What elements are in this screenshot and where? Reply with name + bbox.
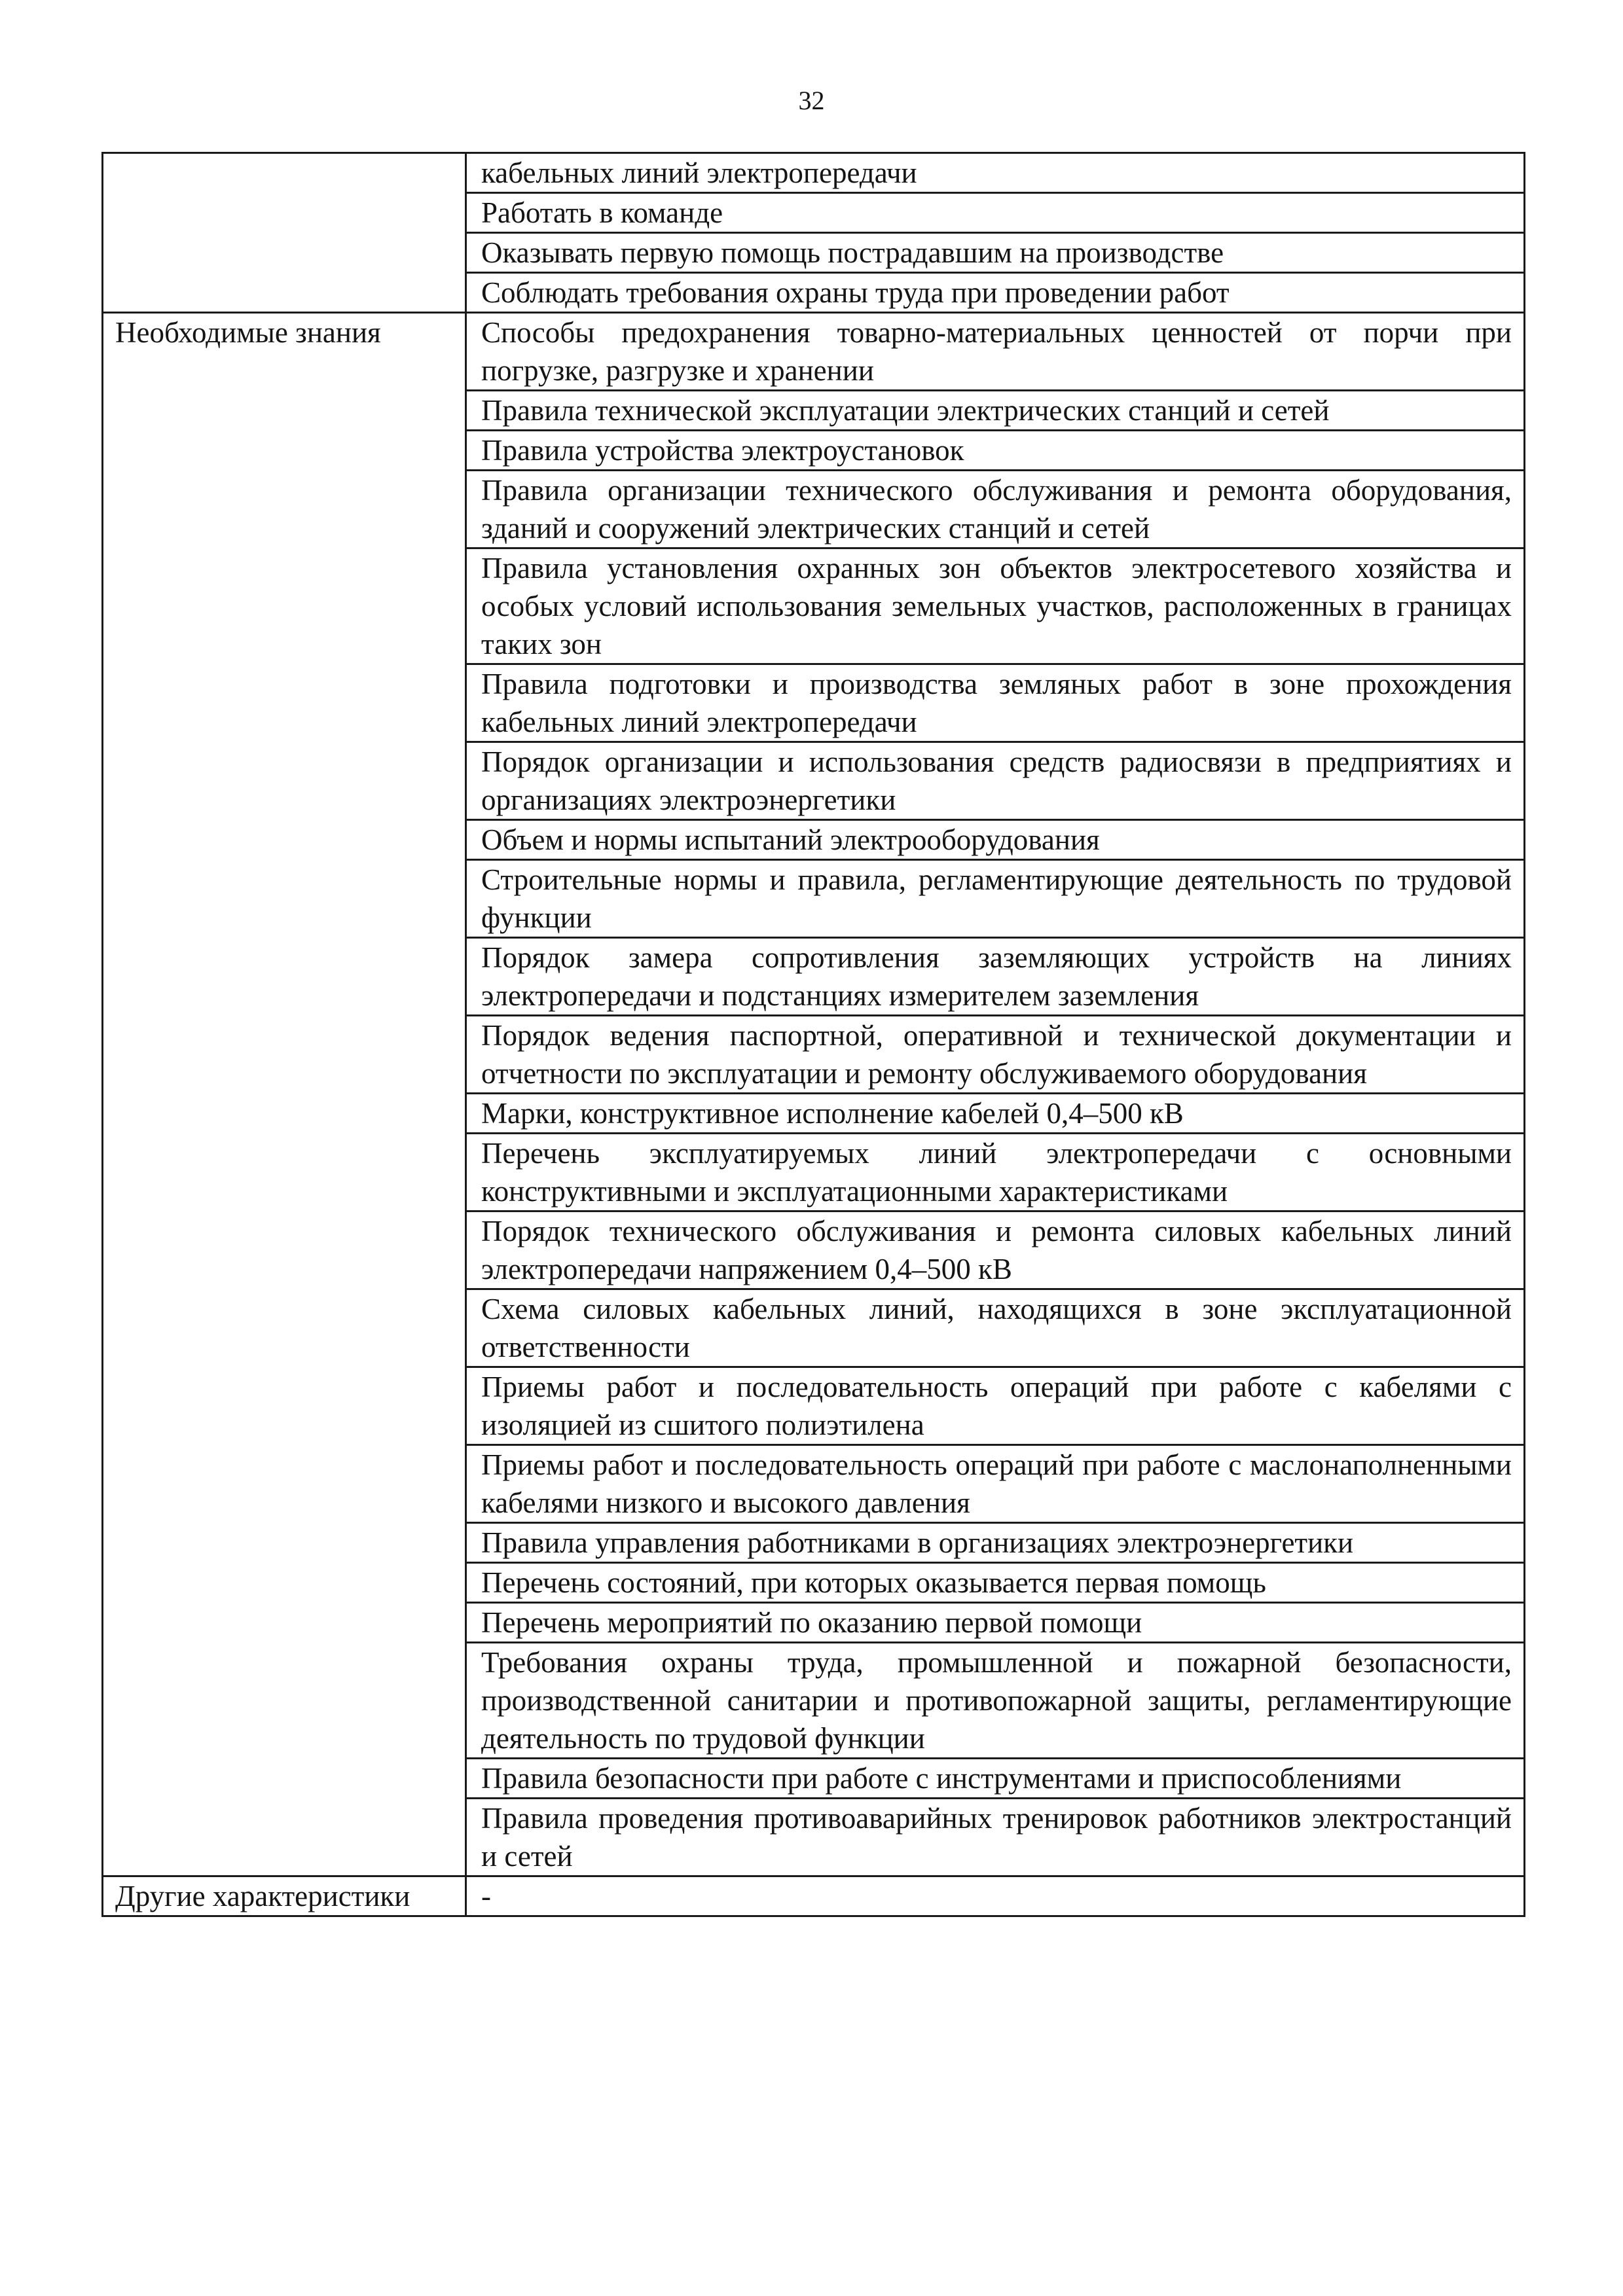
knowledge-item: Правила установления охранных зон объектов электросетевого хозяйства и особых условий использования земельных участков, расположенных в границах таких зон [466,548,1525,664]
knowledge-item: Объем и нормы испытаний электрооборудования [466,820,1525,860]
knowledge-item: Приемы работ и последовательность операций при работе с маслонаполненными кабелями низкого и высокого давления [466,1445,1525,1523]
table-row [103,153,1525,193]
knowledge-item: Приемы работ и последовательность операций при работе с кабелями с изоляцией из сшитого полиэтилена [466,1367,1525,1445]
knowledge-item: Правила подготовки и производства земляных работ в зоне прохождения кабельных линий электропередачи [466,664,1525,742]
knowledge-item: Правила устройства электроустановок [466,431,1525,471]
knowledge-item: Способы предохранения товарно-материальных ценностей от порчи при погрузке, разгрузке и хранении [466,313,1525,391]
knowledge-label: Необходимые знания [103,313,466,1876]
knowledge-item: Правила организации технического обслуживания и ремонта оборудования, зданий и сооружений электрических станций и сетей [466,471,1525,548]
knowledge-item: Строительные нормы и правила, регламентирующие деятельность по трудовой функции [466,860,1525,938]
knowledge-item: Правила управления работниками в организациях электроэнергетики [466,1523,1525,1563]
skill-item: Соблюдать требования охраны труда при проведении работ [466,273,1525,313]
skill-item: Оказывать первую помощь пострадавшим на производстве [466,233,1525,273]
knowledge-item: Порядок замера сопротивления заземляющих устройств на линиях электропередачи и подстанциях измерителем заземления [466,938,1525,1016]
table-row [103,1876,1525,1916]
requirements-table [101,152,1525,1917]
knowledge-item: Марки, конструктивное исполнение кабелей 0,4–500 кВ [466,1094,1525,1134]
skill-item: Работать в команде [466,193,1525,233]
knowledge-item: Перечень эксплуатируемых линий электропередачи с основными конструктивными и эксплуатационными характеристиками [466,1134,1525,1211]
skill-item: кабельных линий электропередачи [466,153,1525,193]
knowledge-item: Порядок технического обслуживания и ремонта силовых кабельных линий электропередачи напряжением 0,4–500 кВ [466,1211,1525,1289]
other-characteristics-label: Другие характеристики [103,1876,466,1916]
knowledge-item: Порядок ведения паспортной, оперативной и технической документации и отчетности по эксплуатации и ремонту обслуживаемого оборудования [466,1016,1525,1094]
knowledge-item: Правила технической эксплуатации электрических станций и сетей [466,391,1525,431]
skills-label-cell [103,153,466,313]
knowledge-item: Перечень состояний, при которых оказывается первая помощь [466,1563,1525,1603]
knowledge-item: Правила безопасности при работе с инструментами и приспособлениями [466,1759,1525,1799]
knowledge-item: Схема силовых кабельных линий, находящихся в зоне эксплуатационной ответственности [466,1289,1525,1367]
knowledge-item: Перечень мероприятий по оказанию первой помощи [466,1603,1525,1643]
other-characteristics-value: - [466,1876,1525,1916]
table-row [103,313,1525,391]
knowledge-item: Правила проведения противоаварийных тренировок работников электростанций и сетей [466,1799,1525,1876]
knowledge-item: Требования охраны труда, промышленной и пожарной безопасности, производственной санитарии и противопожарной защиты, регламентирующие деятельность по трудовой функции [466,1643,1525,1759]
knowledge-item: Порядок организации и использования средств радиосвязи в предприятиях и организациях электроэнергетики [466,742,1525,820]
page-number: 32 [798,86,825,115]
